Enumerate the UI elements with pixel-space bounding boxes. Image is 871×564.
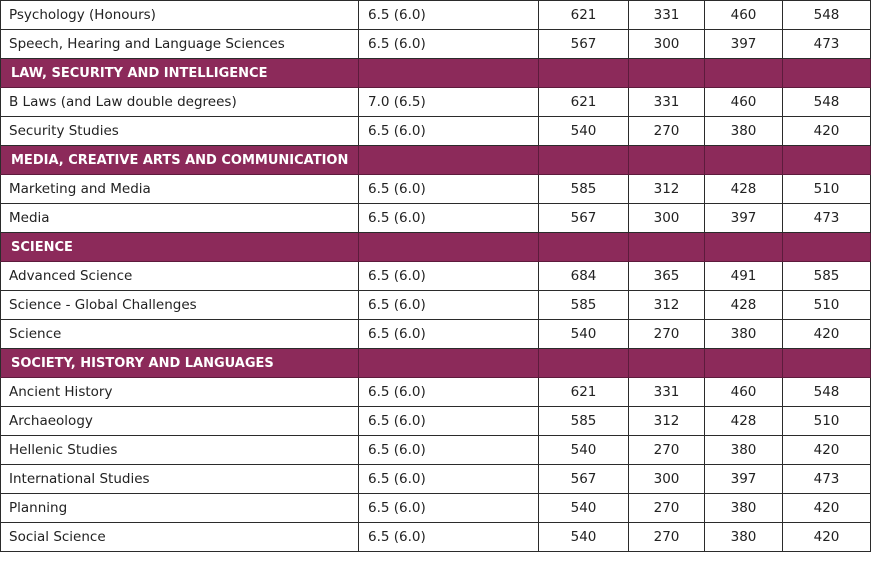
ielts-score-cell: 7.0 (6.5): [359, 88, 539, 117]
score-cell-1: 621: [539, 1, 629, 30]
score-cell-3: 460: [705, 378, 783, 407]
section-filler-cell: [539, 349, 629, 378]
section-heading-law-security-and-intelligence: LAW, SECURITY AND INTELLIGENCE: [1, 59, 359, 88]
ielts-score-cell: 6.5 (6.0): [359, 175, 539, 204]
table-row: [1, 378, 871, 407]
course-name-cell: Security Studies: [1, 117, 359, 146]
section-heading-science: SCIENCE: [1, 233, 359, 262]
score-cell-2: 312: [629, 291, 705, 320]
table-row: [1, 320, 871, 349]
course-name-cell: Archaeology: [1, 407, 359, 436]
table-row: [1, 175, 871, 204]
table-row: [1, 407, 871, 436]
score-cell-3: 397: [705, 204, 783, 233]
score-cell-4: 420: [783, 494, 871, 523]
table-row: [1, 465, 871, 494]
score-cell-2: 312: [629, 407, 705, 436]
section-filler-cell: [705, 146, 783, 175]
score-cell-2: 270: [629, 436, 705, 465]
section-filler-cell: [783, 349, 871, 378]
course-name-cell: Speech, Hearing and Language Sciences: [1, 30, 359, 59]
section-filler-cell: [629, 146, 705, 175]
ielts-score-cell: 6.5 (6.0): [359, 204, 539, 233]
score-cell-3: 428: [705, 175, 783, 204]
score-cell-2: 312: [629, 175, 705, 204]
score-cell-3: 397: [705, 30, 783, 59]
score-cell-2: 300: [629, 30, 705, 59]
score-cell-3: 460: [705, 88, 783, 117]
score-cell-4: 510: [783, 175, 871, 204]
score-cell-2: 300: [629, 204, 705, 233]
ielts-score-cell: 6.5 (6.0): [359, 320, 539, 349]
course-name-cell: Planning: [1, 494, 359, 523]
score-cell-1: 585: [539, 407, 629, 436]
score-cell-1: 567: [539, 30, 629, 59]
table-row: [1, 262, 871, 291]
score-cell-1: 567: [539, 465, 629, 494]
score-cell-3: 380: [705, 117, 783, 146]
course-name-cell: Advanced Science: [1, 262, 359, 291]
score-cell-1: 540: [539, 523, 629, 552]
score-cell-3: 491: [705, 262, 783, 291]
table-row: [1, 88, 871, 117]
score-cell-1: 621: [539, 88, 629, 117]
score-cell-2: 365: [629, 262, 705, 291]
score-cell-1: 585: [539, 291, 629, 320]
section-header-row: [1, 146, 871, 175]
ielts-score-cell: 6.5 (6.0): [359, 407, 539, 436]
score-cell-4: 473: [783, 30, 871, 59]
course-name-cell: Science: [1, 320, 359, 349]
ielts-score-cell: 6.5 (6.0): [359, 523, 539, 552]
ielts-score-cell: 6.5 (6.0): [359, 1, 539, 30]
score-cell-1: 540: [539, 494, 629, 523]
score-cell-3: 380: [705, 494, 783, 523]
score-cell-4: 473: [783, 204, 871, 233]
score-cell-3: 460: [705, 1, 783, 30]
score-cell-1: 621: [539, 378, 629, 407]
section-filler-cell: [359, 349, 539, 378]
score-cell-2: 331: [629, 1, 705, 30]
score-cell-4: 548: [783, 88, 871, 117]
section-heading-media-creative-arts-and-communication: MEDIA, CREATIVE ARTS AND COMMUNICATION: [1, 146, 359, 175]
score-cell-2: 270: [629, 117, 705, 146]
score-cell-3: 428: [705, 291, 783, 320]
course-name-cell: Media: [1, 204, 359, 233]
score-cell-1: 567: [539, 204, 629, 233]
score-cell-1: 585: [539, 175, 629, 204]
section-heading-society-history-and-languages: SOCIETY, HISTORY AND LANGUAGES: [1, 349, 359, 378]
table-row: [1, 494, 871, 523]
score-cell-1: 684: [539, 262, 629, 291]
section-header-row: [1, 59, 871, 88]
score-cell-4: 420: [783, 523, 871, 552]
course-name-cell: International Studies: [1, 465, 359, 494]
table-row: [1, 117, 871, 146]
section-filler-cell: [783, 146, 871, 175]
score-cell-4: 510: [783, 291, 871, 320]
ielts-score-cell: 6.5 (6.0): [359, 117, 539, 146]
score-cell-4: 420: [783, 436, 871, 465]
table-row: [1, 436, 871, 465]
score-cell-2: 331: [629, 378, 705, 407]
table-row: [1, 523, 871, 552]
score-cell-2: 270: [629, 494, 705, 523]
score-cell-2: 270: [629, 523, 705, 552]
course-name-cell: Social Science: [1, 523, 359, 552]
score-cell-2: 300: [629, 465, 705, 494]
section-filler-cell: [359, 233, 539, 262]
score-cell-4: 510: [783, 407, 871, 436]
score-cell-2: 331: [629, 88, 705, 117]
score-cell-4: 548: [783, 1, 871, 30]
course-name-cell: Marketing and Media: [1, 175, 359, 204]
course-name-cell: B Laws (and Law double degrees): [1, 88, 359, 117]
score-cell-3: 380: [705, 436, 783, 465]
score-cell-1: 540: [539, 320, 629, 349]
section-filler-cell: [629, 349, 705, 378]
score-cell-1: 540: [539, 117, 629, 146]
section-filler-cell: [359, 59, 539, 88]
course-name-cell: Psychology (Honours): [1, 1, 359, 30]
score-cell-1: 540: [539, 436, 629, 465]
table-row: [1, 204, 871, 233]
ielts-score-cell: 6.5 (6.0): [359, 465, 539, 494]
ielts-score-cell: 6.5 (6.0): [359, 291, 539, 320]
score-cell-3: 397: [705, 465, 783, 494]
table-row: [1, 1, 871, 30]
section-filler-cell: [705, 59, 783, 88]
ielts-score-cell: 6.5 (6.0): [359, 436, 539, 465]
ielts-score-cell: 6.5 (6.0): [359, 378, 539, 407]
section-header-row: [1, 349, 871, 378]
section-filler-cell: [539, 233, 629, 262]
table-row: [1, 30, 871, 59]
score-cell-2: 270: [629, 320, 705, 349]
section-filler-cell: [539, 146, 629, 175]
ielts-score-cell: 6.5 (6.0): [359, 30, 539, 59]
course-name-cell: Hellenic Studies: [1, 436, 359, 465]
ielts-score-cell: 6.5 (6.0): [359, 494, 539, 523]
score-cell-4: 420: [783, 117, 871, 146]
section-filler-cell: [783, 59, 871, 88]
score-cell-3: 428: [705, 407, 783, 436]
score-cell-4: 420: [783, 320, 871, 349]
section-filler-cell: [629, 59, 705, 88]
score-cell-4: 473: [783, 465, 871, 494]
section-filler-cell: [629, 233, 705, 262]
section-filler-cell: [705, 233, 783, 262]
section-filler-cell: [539, 59, 629, 88]
course-name-cell: Science - Global Challenges: [1, 291, 359, 320]
section-filler-cell: [359, 146, 539, 175]
table-row: [1, 291, 871, 320]
ielts-score-cell: 6.5 (6.0): [359, 262, 539, 291]
section-filler-cell: [705, 349, 783, 378]
section-filler-cell: [783, 233, 871, 262]
score-cell-3: 380: [705, 523, 783, 552]
requirements-table-body: [1, 1, 871, 552]
score-cell-4: 585: [783, 262, 871, 291]
score-cell-3: 380: [705, 320, 783, 349]
section-header-row: [1, 233, 871, 262]
course-name-cell: Ancient History: [1, 378, 359, 407]
score-cell-4: 548: [783, 378, 871, 407]
